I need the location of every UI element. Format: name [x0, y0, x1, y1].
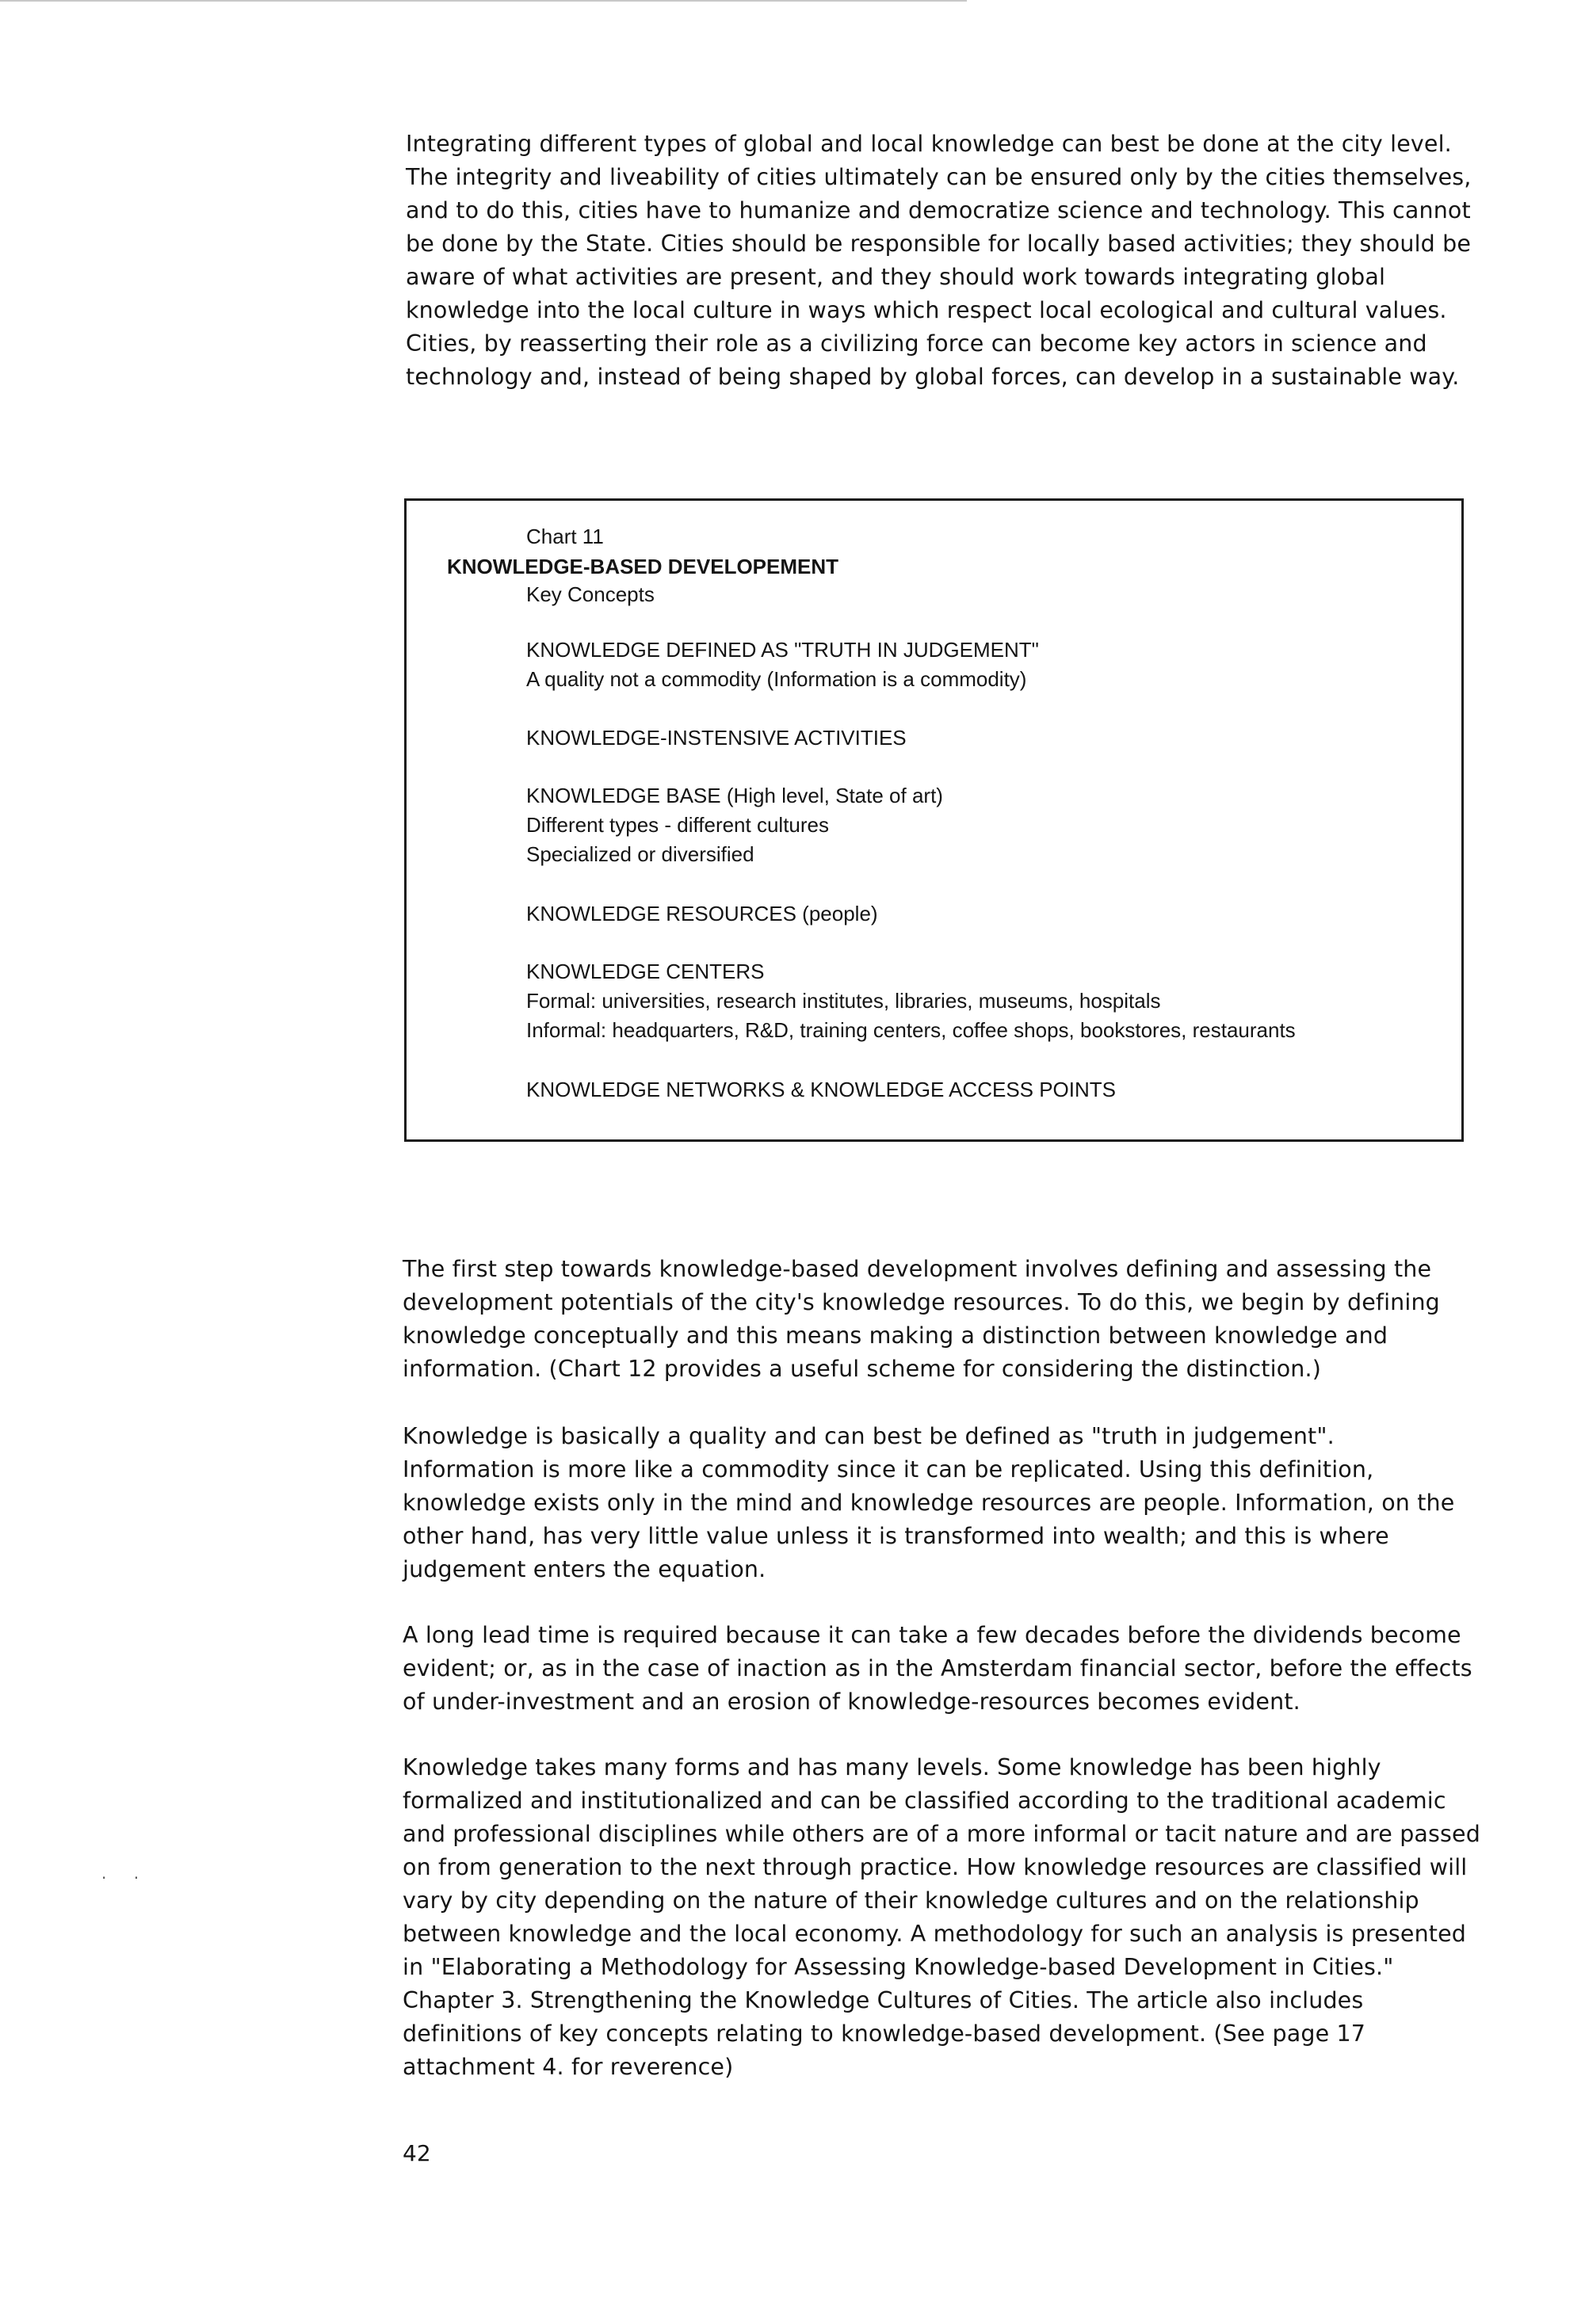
chart-group-knowledge-defined	[526, 635, 1039, 694]
chart-line: Informal: headquarters, R&D, training centers, coffee shops, bookstores, restaurants	[526, 1018, 1296, 1042]
chart-title: KNOWLEDGE-BASED DEVELOPEMENT	[447, 555, 839, 578]
chart-box	[404, 498, 1464, 1142]
chart-line: KNOWLEDGE NETWORKS & KNOWLEDGE ACCESS POINTS	[526, 1078, 1117, 1101]
body-paragraph: The first step towards knowledge-based development involves defining and assessing the development potentials of the city's knowledge resources. To do this, we begin by defining knowledge conceptually and this means making a distinction between knowledge and information. (Chart 12 provides a useful scheme for considering the distinction.)	[403, 1256, 1440, 1382]
chart-line: KNOWLEDGE CENTERS	[526, 960, 765, 983]
chart-line: KNOWLEDGE RESOURCES (people)	[526, 902, 878, 925]
chart-line: Specialized or diversified	[526, 842, 754, 866]
page-number: 42	[403, 2140, 431, 2166]
chart-line: KNOWLEDGE DEFINED AS "TRUTH IN JUDGEMENT"	[526, 638, 1039, 662]
chart-subtitle: Key Concepts	[526, 582, 655, 606]
chart-line: KNOWLEDGE-INSTENSIVE ACTIVITIES	[526, 726, 907, 750]
scan-artifact-dots: · ·	[101, 1868, 151, 1887]
chart-line: Formal: universities, research institutes, libraries, museums, hospitals	[526, 989, 1161, 1013]
body-paragraph: Knowledge is basically a quality and can best be defined as "truth in judgement". Information is more like a commodity since it can be replicated. Using this definition, knowledge exists only in the mind and knowledge resources are people. Information, on the other hand, has very little value unless it is transformed into wealth; and this is where judgement enters the equation.	[403, 1423, 1455, 1582]
chart-line: A quality not a commodity (Information is a commodity)	[526, 667, 1027, 691]
chart-group-knowledge-resources	[526, 899, 878, 929]
scan-edge-line	[0, 0, 967, 2]
body-paragraph: Knowledge takes many forms and has many levels. Some knowledge has been highly formalized and institutionalized and can be classified according to the traditional academic and professional disciplines while others are of a more informal or tacit nature and are passed on from generation to the next through practice. How knowledge resources are classified will vary by city depending on the nature of their knowledge cultures and on the relationship between knowledge and the local economy. A methodology for such an analysis is presented in "Elaborating a Methodology for Assessing Knowledge-based Development in Cities." Chapter 3. Strengthening the Knowledge Cultures of Cities. The article also includes definitions of key concepts relating to knowledge-based development. (See page 17 attachment 4. for reverence)	[403, 1754, 1480, 2080]
chart-group-knowledge-base	[526, 781, 943, 869]
chart-line: KNOWLEDGE BASE (High level, State of art)	[526, 784, 943, 807]
chart-group-knowledge-intensive	[526, 723, 907, 753]
chart-line: Different types - different cultures	[526, 813, 830, 837]
chart-group-knowledge-centers	[526, 957, 1296, 1045]
intro-paragraph: Integrating different types of global and local knowledge can best be done at the city level. The integrity and liveability of cities ultimately can be ensured only by the cities themselves, and to do this, cities have to humanize and democratize science and technology. This cannot be done by the State. Cities should be responsible for locally based activities; they should be aware of what activities are present, and they should work towards integrating global knowledge into the local culture in ways which respect local ecological and cultural values. Cities, by reasserting their role as a civilizing force can become key actors in science and technology and, instead of being shaped by global forces, can develop in a sustainable way.	[406, 131, 1472, 390]
chart-number: Chart 11	[526, 525, 604, 548]
chart-group-knowledge-networks	[526, 1075, 1116, 1105]
body-paragraph: A long lead time is required because it can take a few decades before the dividends become evident; or, as in the case of inaction as in the Amsterdam financial sector, before the effects of under-investment and an erosion of knowledge-resources becomes evident.	[403, 1622, 1472, 1715]
